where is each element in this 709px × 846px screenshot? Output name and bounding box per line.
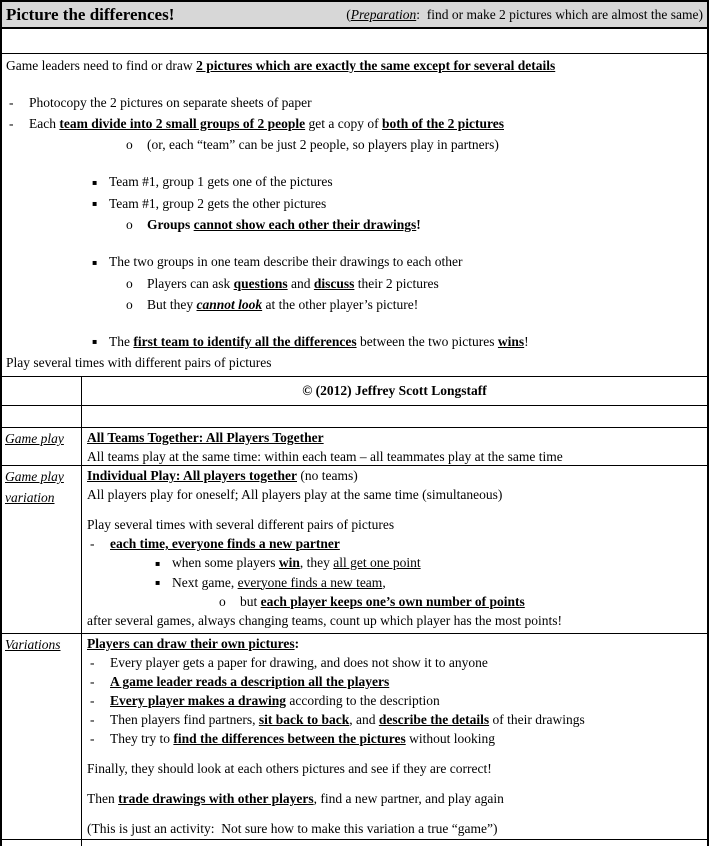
- text-segment: according to the description: [286, 693, 440, 708]
- text-segment: without looking: [405, 731, 495, 746]
- blank-line: [87, 748, 702, 759]
- text-line: [126, 294, 703, 315]
- line-text: [109, 196, 326, 211]
- cutoff-row-content-cell: [82, 840, 707, 846]
- text-line: [92, 251, 703, 273]
- dash-bullet-icon: -: [90, 693, 95, 708]
- square-bullet-icon: ▪: [92, 177, 98, 187]
- text-segment: Every player gets a paper for drawing, and does not show it to anyone: [110, 655, 488, 670]
- line-text: [110, 536, 340, 551]
- dash-bullet-icon: -: [90, 655, 95, 670]
- text-segment: (or, each “team” can be just 2 people, so players play in partners): [147, 137, 499, 152]
- preparation-note: [346, 2, 703, 27]
- text-line: [92, 171, 703, 193]
- sections-container: [2, 428, 707, 840]
- text-line: [87, 789, 702, 808]
- dash-bullet-icon: -: [9, 95, 14, 110]
- copyright-row-label-cell: [2, 377, 82, 405]
- text-line: [8, 113, 703, 134]
- text-segment: !: [524, 333, 529, 349]
- text-line: [8, 92, 703, 113]
- text-segment: discuss: [313, 275, 355, 291]
- section-row-game-play-variation: [2, 466, 707, 634]
- text-segment: Each: [29, 116, 60, 131]
- text-segment: Every player makes a drawing: [110, 693, 286, 708]
- text-segment: The two groups in one team describe their drawings to each other: [109, 254, 463, 269]
- text-segment: :: [294, 636, 300, 651]
- blank-line: [6, 155, 703, 171]
- line-text: [172, 575, 386, 590]
- cutoff-row-label-cell: [2, 840, 82, 846]
- text-segment: Play several times with several different pairs of pictures: [87, 517, 395, 532]
- text-line: [87, 634, 702, 653]
- line-text: [147, 276, 439, 291]
- section-label-game-play: [2, 428, 82, 465]
- line-text: [147, 217, 421, 232]
- section-label-line: [5, 487, 78, 508]
- text-segment: All Teams Together: All Players Together: [87, 430, 324, 445]
- line-text: [110, 712, 585, 727]
- text-line: [219, 592, 702, 611]
- text-line: [87, 611, 702, 630]
- section-content-game-play: [82, 428, 707, 465]
- text-segment: Team #1, group 1 gets one of the pictures: [109, 174, 333, 189]
- text-segment: Photocopy the 2 pictures on separate sheets of paper: [29, 95, 312, 110]
- copyright-row: [2, 377, 707, 406]
- line-text: [87, 517, 394, 532]
- text-segment: describe the details: [378, 712, 490, 727]
- text-line: [92, 331, 703, 353]
- text-segment: Game play: [5, 469, 64, 484]
- text-line: [89, 672, 702, 691]
- page-title: Picture the differences!: [6, 5, 175, 24]
- text-segment: Play several times with different pairs of pictures: [6, 355, 272, 370]
- text-line: [87, 428, 702, 447]
- text-segment: Finally, they should look at each others pictures and see if they are correct!: [87, 761, 492, 776]
- text-line: [89, 691, 702, 710]
- text-line: [155, 553, 702, 573]
- text-line: [89, 729, 702, 748]
- text-segment: get a copy of: [305, 116, 382, 131]
- text-segment: questions: [233, 275, 288, 291]
- text-line: [87, 759, 702, 778]
- line-text: [87, 761, 492, 776]
- text-line: [126, 134, 703, 155]
- text-segment: Players can draw their own pictures: [87, 636, 295, 651]
- line-text: [29, 95, 312, 110]
- square-bullet-icon: ▪: [92, 257, 98, 267]
- section-row-game-play: [2, 428, 707, 466]
- text-segment: cannot look: [196, 296, 263, 312]
- line-text: [87, 468, 358, 483]
- text-segment: Game leaders need to find or draw: [6, 58, 197, 73]
- blank-line: [6, 315, 703, 331]
- spacer-row-label-cell: [2, 406, 82, 427]
- text-segment: Team #1, group 2 gets the other pictures: [109, 195, 327, 211]
- text-segment: find the differences between the pictures: [173, 731, 406, 746]
- text-segment: A game leader reads a description all the players: [110, 674, 390, 689]
- spacer-row: [2, 406, 707, 428]
- blank-line: [6, 76, 703, 92]
- text-line: [155, 573, 702, 593]
- text-line: [89, 534, 702, 553]
- line-text: [110, 693, 440, 708]
- section-content-variations: [82, 634, 707, 839]
- line-text: [87, 487, 502, 502]
- circle-bullet-icon: o: [126, 217, 133, 232]
- text-segment: Players can ask: [147, 275, 234, 291]
- section-label-game-play-variation: [2, 466, 82, 633]
- text-segment: and: [287, 275, 314, 291]
- text-segment: , and: [349, 712, 379, 727]
- section-label-line: [5, 634, 78, 655]
- line-text: [110, 655, 488, 670]
- line-text: [147, 137, 499, 152]
- circle-bullet-icon: o: [126, 296, 133, 312]
- text-line: [87, 819, 702, 838]
- line-text: [29, 116, 504, 131]
- text-segment: after several games, always changing teams, count up which player has the most points!: [87, 613, 562, 628]
- text-segment: Next game,: [172, 574, 238, 590]
- text-segment: Then: [87, 791, 119, 806]
- square-bullet-icon: ▪: [92, 337, 98, 346]
- line-text: [110, 731, 495, 746]
- text-line: [92, 193, 703, 215]
- line-text: [110, 674, 389, 689]
- dash-bullet-icon: -: [9, 116, 14, 131]
- text-segment: at the other player’s picture!: [262, 296, 419, 312]
- text-segment: ,: [382, 574, 386, 590]
- line-text: [109, 334, 529, 349]
- line-text: [147, 297, 418, 312]
- line-text: [109, 174, 333, 189]
- line-text: [87, 821, 498, 836]
- text-segment: first team to identify all the differences: [133, 333, 357, 349]
- blank-line: [6, 235, 703, 251]
- spacer-row-content-cell: [82, 406, 707, 427]
- text-segment: , find a new partner, and play again: [313, 791, 504, 806]
- text-segment: : find or make 2 pictures which are almost the same): [416, 7, 703, 22]
- copyright-text: © (2012) Jeffrey Scott Longstaff: [302, 383, 487, 398]
- text-segment: Individual Play: All players together: [87, 468, 298, 483]
- dash-bullet-icon: -: [90, 536, 95, 551]
- text-segment: wins: [497, 333, 525, 349]
- text-segment: sit back to back: [258, 712, 350, 727]
- text-segment: , they: [299, 555, 334, 570]
- text-segment: when some players: [172, 555, 279, 570]
- text-line: [89, 710, 702, 729]
- line-text: [6, 355, 272, 370]
- text-segment: But they: [147, 296, 197, 312]
- blank-line: [87, 504, 702, 515]
- text-line: [6, 352, 703, 373]
- text-segment: !: [416, 217, 421, 232]
- text-line: [87, 447, 702, 465]
- circle-bullet-icon: o: [219, 594, 226, 609]
- text-segment: cannot show each other their drawings: [193, 217, 417, 232]
- text-segment: their 2 pictures: [354, 275, 439, 291]
- text-segment: both of the 2 pictures: [381, 116, 504, 131]
- text-segment: (This is just an activity: Not sure how to make this variation a true “game”): [87, 821, 498, 836]
- line-text: [109, 254, 463, 269]
- text-segment: win: [278, 555, 300, 570]
- text-segment: all get one point: [333, 555, 421, 570]
- text-segment: Variations: [5, 637, 61, 652]
- copyright-cell: [82, 377, 707, 405]
- text-line: [6, 55, 703, 76]
- section-row-variations: [2, 634, 707, 840]
- square-bullet-icon: ▪: [155, 558, 161, 568]
- section-content-game-play-variation: [82, 466, 707, 633]
- text-segment: Preparation: [350, 7, 417, 22]
- text-segment: (: [346, 7, 351, 22]
- line-text: [240, 594, 525, 609]
- line-text: [87, 613, 562, 628]
- text-line: [87, 515, 702, 534]
- line-text: [6, 58, 555, 73]
- text-line: [126, 214, 703, 235]
- text-segment: Then players find partners,: [110, 712, 259, 727]
- circle-bullet-icon: o: [126, 137, 133, 152]
- circle-bullet-icon: o: [126, 275, 133, 291]
- square-bullet-icon: ▪: [92, 199, 98, 208]
- dash-bullet-icon: -: [90, 674, 95, 689]
- blank-line: [87, 808, 702, 819]
- dash-bullet-icon: -: [90, 731, 95, 746]
- text-segment: Groups: [147, 217, 194, 232]
- blank-line: [87, 778, 702, 789]
- line-text: [87, 449, 563, 464]
- text-line: [126, 273, 703, 294]
- text-segment: but: [240, 594, 261, 609]
- text-segment: each time, everyone finds a new partner: [110, 536, 340, 551]
- line-text: [87, 791, 504, 806]
- text-segment: Game play: [5, 431, 64, 446]
- line-text: [87, 430, 324, 445]
- line-text: [172, 555, 421, 570]
- square-bullet-icon: ▪: [155, 578, 161, 587]
- section-label-variations: [2, 634, 82, 839]
- text-segment: each player keeps one’s own number of points: [260, 594, 525, 609]
- text-segment: They try to: [110, 731, 174, 746]
- title-row: [2, 2, 707, 29]
- text-segment: All players play for oneself; All players play at the same time (simultaneous): [87, 487, 503, 502]
- text-segment: 2 pictures which are exactly the same except for several details: [196, 58, 556, 73]
- text-segment: trade drawings with other players: [118, 791, 314, 806]
- cutoff-row: [2, 840, 707, 846]
- line-text: [87, 636, 299, 651]
- text-segment: All teams play at the same time: within each team – all teammates play at the same time: [87, 449, 563, 464]
- text-segment: between the two pictures: [356, 333, 498, 349]
- dash-bullet-icon: -: [90, 712, 95, 727]
- text-segment: of their drawings: [489, 712, 585, 727]
- text-line: [87, 466, 702, 485]
- text-segment: (no teams): [297, 468, 358, 483]
- text-segment: variation: [5, 490, 55, 505]
- text-line: [87, 485, 702, 504]
- text-segment: everyone finds a new team: [237, 574, 383, 590]
- game-rules-cell: [2, 54, 707, 377]
- skills-tags-row: [2, 29, 707, 54]
- text-segment: The: [109, 333, 134, 349]
- text-segment: team divide into 2 small groups of 2 people: [59, 116, 306, 131]
- text-line: [89, 653, 702, 672]
- section-label-line: [5, 428, 78, 449]
- section-label-line: [5, 466, 78, 487]
